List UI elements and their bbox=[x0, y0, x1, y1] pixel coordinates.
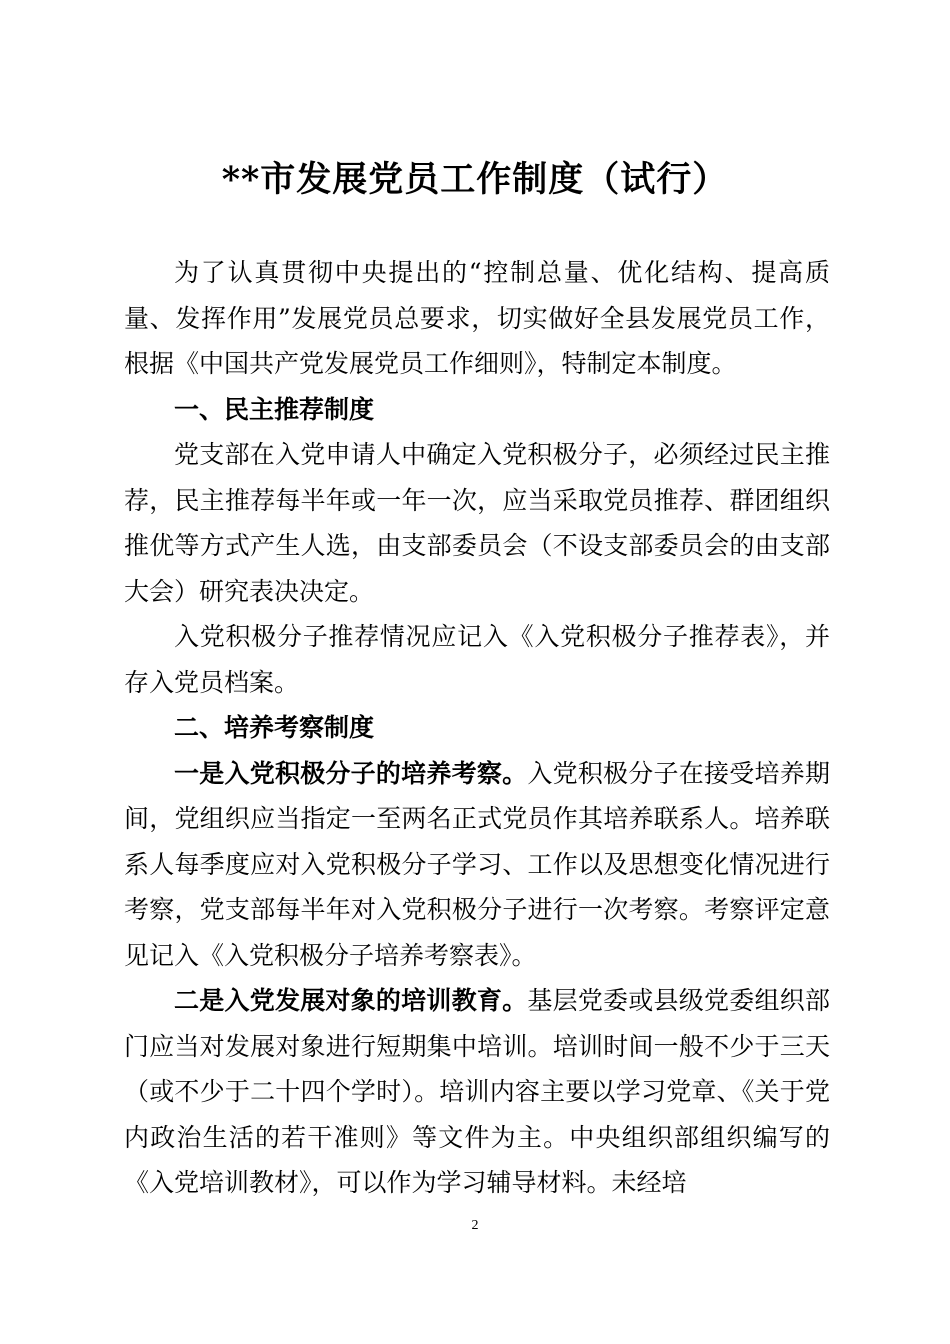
section-heading-training-inspection: 二、培养考察制度 bbox=[174, 713, 375, 742]
section2-item-1 bbox=[124, 751, 830, 979]
document-title: **市发展党员工作制度（试行） bbox=[221, 159, 729, 200]
item-2-text: 基层党委或县级党委组织部门应当对发展对象进行短期集中培训。培训时间一般不少于三天（或不少于二十四个学时）。培训内容主要以学习党章、《关于党内政治生活的若干准则》等文件为主。中央组织部组织编写的《入党培训教材》，可以作为学习辅导材料。未经培 bbox=[124, 986, 830, 1197]
section1-paragraph-2: 入党积极分子推荐情况应记入《入党积极分子推荐表》，并存入党员档案。 bbox=[124, 622, 830, 697]
page-number: 2 bbox=[471, 1218, 479, 1233]
intro-paragraph: 为了认真贯彻中央提出的“控制总量、优化结构、提高质量、发挥作用”发展党员总要求，切实做好全县发展党员工作，根据《中国共产党发展党员工作细则》，特制定本制度。 bbox=[124, 258, 830, 378]
document-body bbox=[124, 250, 830, 1206]
section2-item-2 bbox=[124, 978, 830, 1206]
item-2-lead: 二是入党发展对象的培训教育。 bbox=[174, 986, 528, 1015]
section-heading-democratic-recommendation: 一、民主推荐制度 bbox=[174, 394, 375, 424]
item-1-text: 入党积极分子在接受培养期间，党组织应当指定一至两名正式党员作其培养联系人。培养联系人每季度应对入党积极分子学习、工作以及思想变化情况进行考察，党支部每半年对入党积极分子进行一次考察。考察评定意见记入《入党积极分子培养考察表》。 bbox=[124, 758, 830, 970]
section1-paragraph-1: 党支部在入党申请人中确定入党积极分子，必须经过民主推荐，民主推荐每半年或一年一次，应当采取党员推荐、群团组织推优等方式产生人选，由支部委员会（不设支部委员会的由支部大会）研究表决决定。 bbox=[124, 440, 830, 606]
item-1-lead: 一是入党积极分子的培养考察。 bbox=[174, 758, 528, 788]
